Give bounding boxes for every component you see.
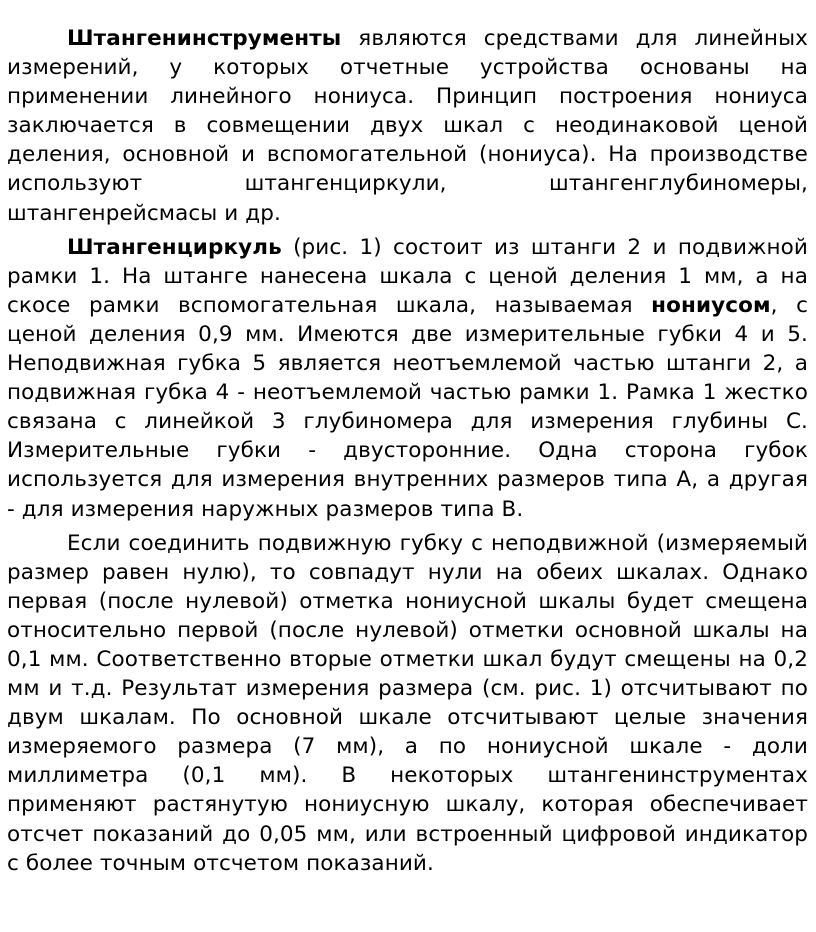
paragraph-text: являются средствами для линейных измерений, у которых отчетные устройства основаны на применении линейного нониуса. Принцип построения нониуса заключается в совмещении двух шкал с неодинаковой ценой деления, основной и вспомогательной (нониуса). На производстве используют штангенциркули, штангенглубиномеры, штангенрейсмасы и др.	[7, 26, 808, 226]
paragraph-calipers-intro	[7, 24, 808, 228]
paragraph-text: Если соединить подвижную губку с неподвижной (измеряемый размер равен нулю), то совпадут нули на обеих шкалах. Однако первая (после нулевой) отметка нониусной шкалы будет смещена относительно первой (после нулевой) отметки основной шкалы на 0,1 мм. Соответственно вторые отметки шкал будут смещены на 0,2 мм и т.д. Результат измерения размера (см. рис. 1) отсчитывают по двум шкалам. По основной шкале отсчитывают целые значения измеряемого размера (7 мм), а по нониусной шкале - доли миллиметра (0,1 мм). В некоторых штангенинструментах применяют растянутую нониусную шкалу, которая обеспечивает отсчет показаний до 0,05 мм, или встроенный цифровой индикатор с более точным отсчетом показаний.	[7, 530, 808, 876]
paragraph-text: (рис. 1) состоит из штанги 2 и подвижной рамки 1. На штанге нанесена шкала с ценой деления 1 мм, а на скосе рамки вспомогательная шкала, называемая	[7, 234, 808, 318]
document-page	[7, 24, 808, 878]
term-shtangeninstrumenty: Штангенинструменты	[67, 26, 342, 51]
paragraph-measurement-reading	[7, 529, 808, 878]
term-shtangentsirkul: Штангенциркуль	[67, 234, 282, 260]
paragraph-caliper-structure	[7, 233, 808, 524]
paragraph-text: , с ценой деления 0,9 мм. Имеются две измерительные губки 4 и 5. Неподвижная губка 5 является неотъемлемой частью штанги 2, а подвижная губка 4 - неотъемлемой частью рамки 1. Рамка 1 жестко связана с линейкой 3 глубиномера для измерения глубины С. Измерительные губки - двусторонние. Одна сторона губок используется для измерения внутренних размеров типа А, а другая - для измерения наружных размеров типа В.	[7, 292, 808, 522]
term-nonius: нониусом	[651, 292, 771, 318]
